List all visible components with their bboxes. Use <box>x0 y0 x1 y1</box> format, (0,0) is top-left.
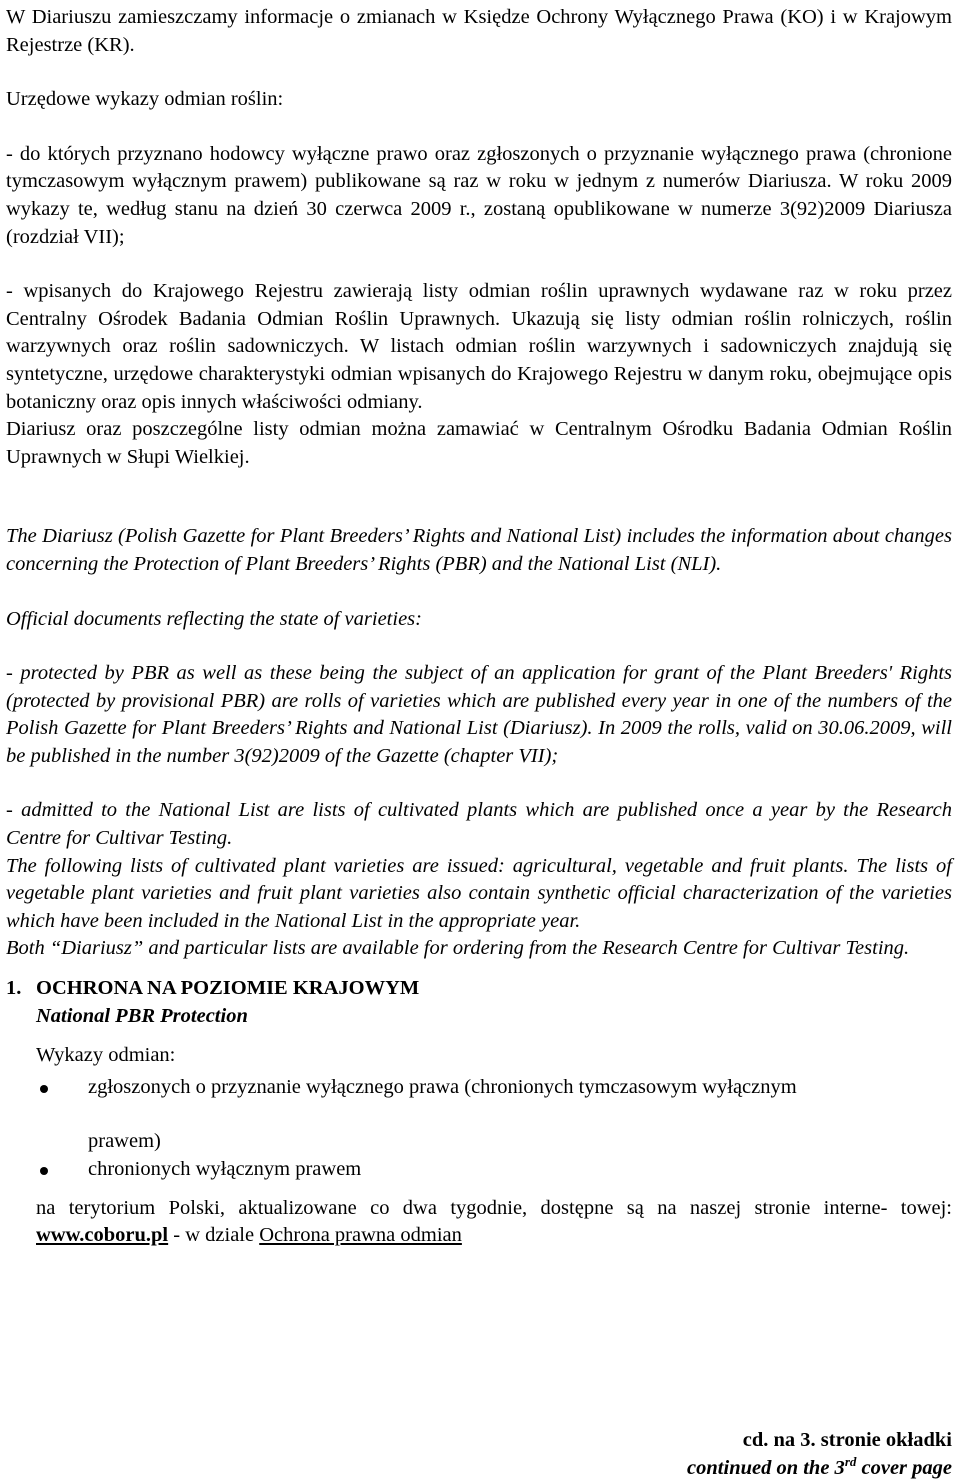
list-item <box>6 1156 952 1184</box>
document-page <box>6 4 952 1250</box>
continuation-en-text: continued on the 3 <box>687 1457 845 1479</box>
section-number: 1. <box>6 977 22 1000</box>
en-paragraph-national-list: - admitted to the National List are lists of cultivated plants which are published once a year by the Research Centre for Cultivar Testing. <box>6 799 952 850</box>
en-intro: The Diariusz (Polish Gazette for Plant Breeders’ Rights and National List) includes the information about changes concerning the Protection of Plant Breeders’ Rights (PBR) and the National List (NLI). <box>6 525 952 575</box>
variety-list <box>6 1074 952 1184</box>
en-docs-title: Official documents reflecting the state of varieties: <box>6 607 422 630</box>
coboru-link[interactable]: www.coboru.pl <box>36 1224 169 1247</box>
continuation-note <box>687 1426 952 1482</box>
section-title-pl: OCHRONA NA POZIOMIE KRAJOWYM <box>36 977 420 1000</box>
list-item <box>6 1074 952 1156</box>
pl-wykazy-title: Urzędowe wykazy odmian roślin: <box>6 88 284 111</box>
continuation-en-sup: rd <box>844 1454 857 1470</box>
section-heading <box>6 975 952 1030</box>
en-paragraph-ordering: Both “Diariusz” and particular lists are available for ordering from the Research Centre for Cultivar Testing. <box>6 937 910 960</box>
section-title-en: National PBR Protection <box>36 1004 248 1027</box>
legal-protection-link[interactable]: Ochrona prawna odmian <box>259 1224 462 1247</box>
pl-paragraph-national-register: - wpisanych do Krajowego Rejestru zawierają listy odmian roślin uprawnych wydawane raz w roku przez Centralny Ośrodek Badania Odmian Roślin Uprawnych. Ukazują się listy odmian roślin rolniczych, roślin warzywnych oraz roślin sadowniczych. W listach odmian roślin warzywnych i sadowniczych znajdują się syntetyczne, urzędowe charakterystyki odmian wpisanych do Krajowego Rejestru w danym roku, obejmujące opis botaniczny oraz opis innych właściwości odmiany. <box>6 280 952 413</box>
continuation-en-tail: cover page <box>856 1457 952 1479</box>
bullet-icon <box>40 1085 48 1093</box>
pl-intro: W Diariuszu zamieszczamy informacje o zmianach w Księdze Ochrony Wyłącznego Prawa (KO) i w Krajowym Rejestrze (KR). <box>6 6 952 56</box>
continuation-pl: cd. na 3. stronie okładki <box>742 1429 952 1451</box>
bullet-text: chronionych wyłącznym prawem <box>88 1158 362 1180</box>
bullet-icon <box>40 1167 48 1175</box>
en-paragraph-lists-issued: The following lists of cultivated plant varieties are issued: agricultural, vegetable and fruit plants. The lists of vegetable plant varieties and fruit plant varieties also contain synthetic official characterization of the varieties which have been included in the National List in the appropriate year. <box>6 854 952 932</box>
bullet-text-continued: prawem) <box>88 1130 161 1153</box>
pl-paragraph-protected: - do których przyznano hodowcy wyłączne prawo oraz zgłoszonych o przyznanie wyłącznego prawa (chronione tymczasowym wyłącznym prawem) publikowane są raz w roku w jednym z numerów Diariusza. W roku 2009 wykazy te, według stanu na dzień 30 czerwca 2009 r., zostaną opublikowane w numerze 3(92)2009 Diariusza (rozdział VII); <box>6 142 952 248</box>
list-label: Wykazy odmian: <box>36 1044 176 1067</box>
bullet-text: zgłoszonych o przyznanie wyłącznego prawa (chronionych tymczasowym wyłącznym <box>88 1075 797 1098</box>
continuation-en <box>687 1454 952 1482</box>
pl-paragraph-ordering: Diariusz oraz poszczególne listy odmian można zamawiać w Centralnym Ośrodku Badania Odmian Roślin Uprawnych w Słupi Wielkiej. <box>6 418 952 468</box>
website-text-mid: - w dziale <box>168 1224 260 1247</box>
website-paragraph <box>6 1195 952 1250</box>
en-paragraph-protected: - protected by PBR as well as these being the subject of an application for grant of the Plant Breeders' Rights (protected by provisional PBR) are rolls of varieties which are published every year in one of the numbers of the Polish Gazette for Plant Breeders’ Rights and National List (Diariusz). In 2009 the rolls, valid on 30.06.2009, will be published in the number 3(92)2009 of the Gazette (chapter VII); <box>6 662 952 767</box>
website-text: na terytorium Polski, aktualizowane co dwa tygodnie, dostępne są na naszej stronie interne- towej: <box>36 1196 952 1219</box>
